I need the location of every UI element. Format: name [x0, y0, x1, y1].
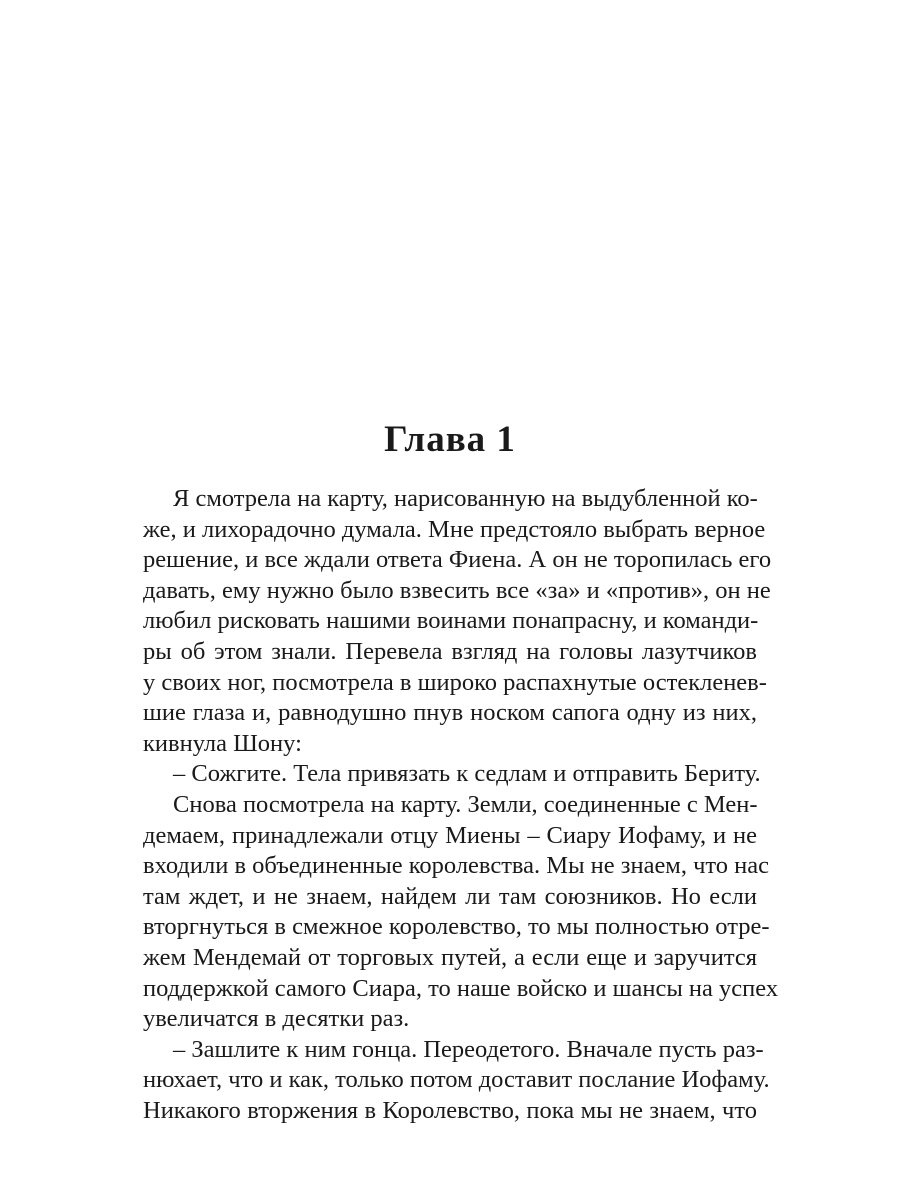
text-line: у своих ног, посмотрела в широко распахнутые остекленев- [143, 668, 767, 696]
text-line: вторгнуться в смежное королевство, то мы полностью отре- [143, 913, 770, 941]
text-line: – Зашлите к ним гонца. Переодетого. Вначале пусть раз- [173, 1035, 764, 1063]
text-line: Никакого вторжения в Королевство, пока мы не знаем, что [143, 1096, 757, 1124]
text-line: – Сожгите. Тела привязать к седлам и отправить Бериту. [173, 760, 761, 788]
text-line: шие глаза и, равнодушно пнув носком сапога одну из них, [143, 699, 757, 727]
text-line: жем Мендемай от торговых путей, а если еще и заручится [143, 943, 757, 971]
text-line: нюхает, что и как, только потом доставит послание Иофаму. [143, 1066, 770, 1094]
text-line: кивнула Шону: [143, 729, 302, 757]
text-line: любил рисковать нашими воинами понапрасну, и команди- [143, 607, 759, 635]
text-line: входили в объединенные королевства. Мы не знаем, что нас [143, 852, 770, 880]
text-line: увеличатся в десятки раз. [143, 1005, 410, 1033]
text-line: же, и лихорадочно думала. Мне предстояло выбрать верное [143, 515, 766, 543]
text-line: решение, и все ждали ответа Фиена. А он не торопилась его [143, 546, 772, 574]
text-line: давать, ему нужно было взвесить все «за» и «против», он не [143, 576, 771, 604]
text-line: ры об этом знали. Перевела взгляд на головы лазутчиков [143, 637, 757, 665]
text-line: демаем, принадлежали отцу Миены – Сиару Иофаму, и не [143, 821, 757, 849]
chapter-title: Глава 1 [384, 419, 516, 460]
text-line: Я смотрела на карту, нарисованную на выдубленной ко- [173, 485, 758, 512]
text-line: Снова посмотрела на карту. Земли, соединенные с Мен- [173, 790, 758, 818]
text-line: там ждет, и не знаем, найдем ли там союзников. Но если [143, 882, 757, 910]
body-text [143, 484, 779, 1126]
text-line: поддержкой самого Сиара, то наше войско и шансы на успех [143, 974, 779, 1002]
